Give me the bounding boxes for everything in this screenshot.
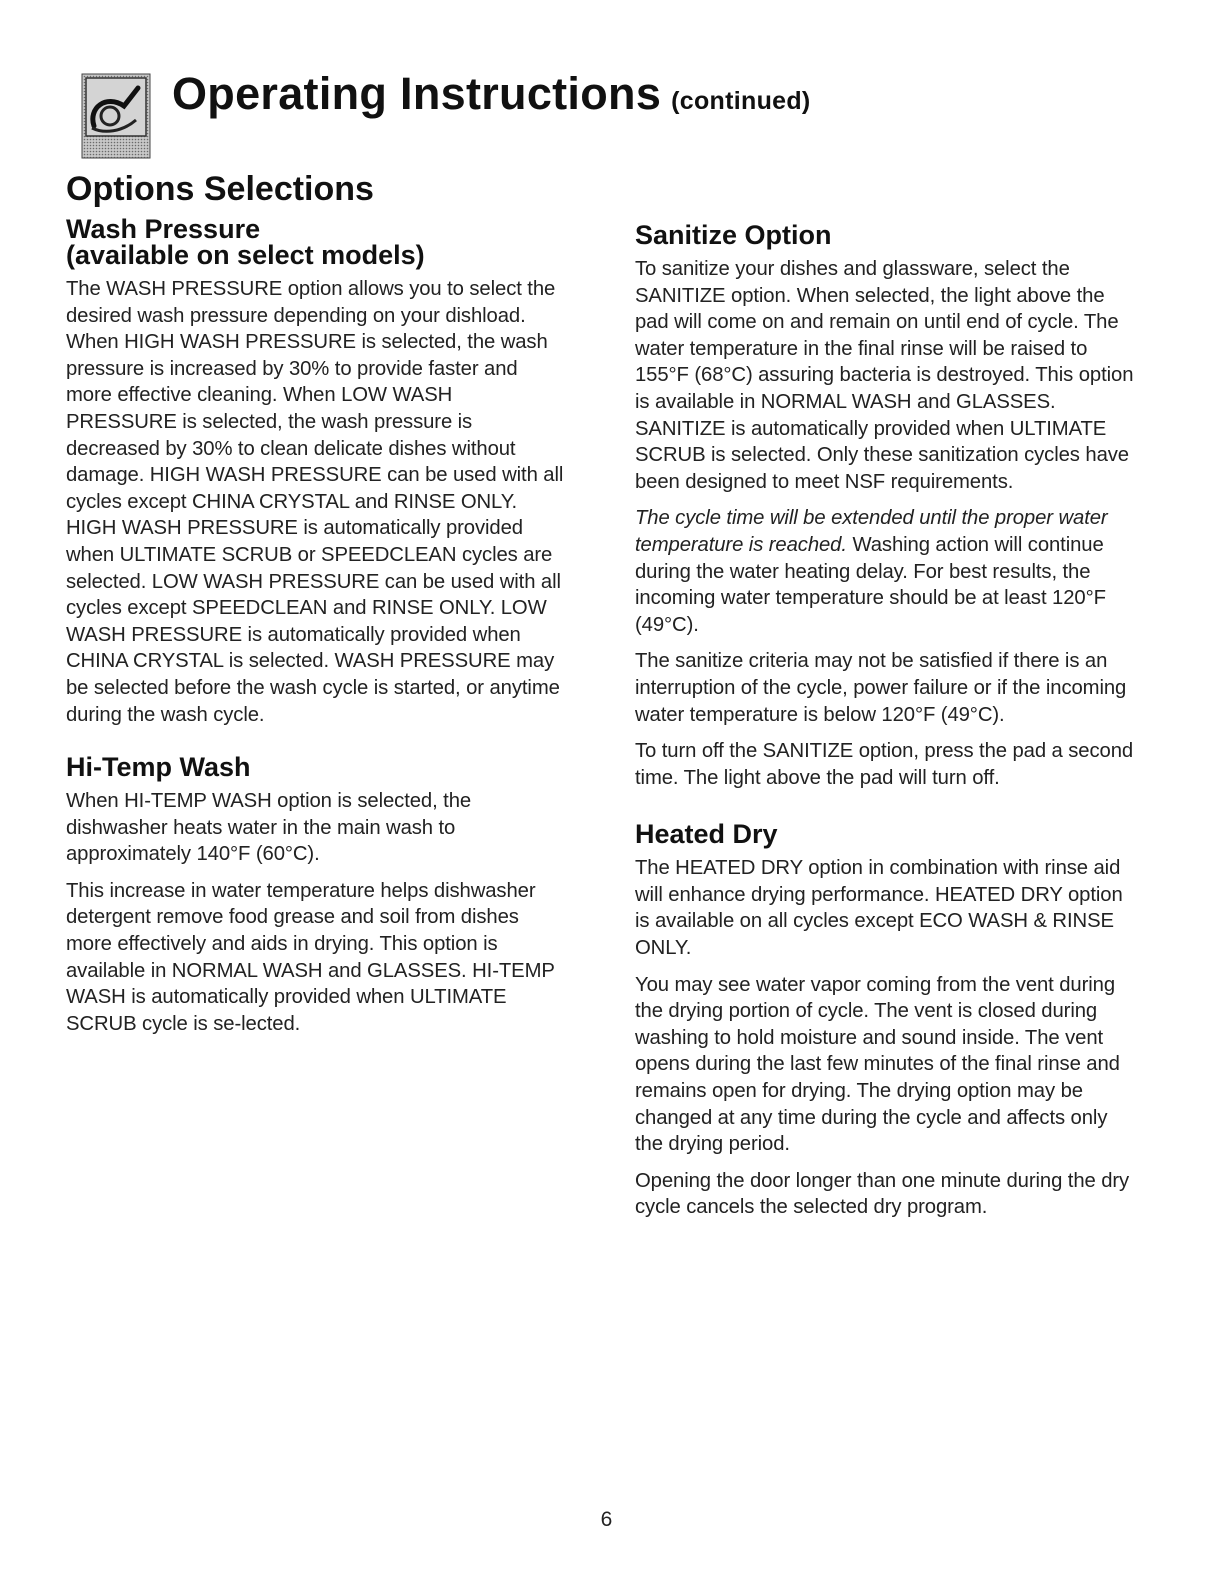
sanitize-italic-note: The cycle time will be extended until the proper water temperature is reached. [635, 507, 1108, 556]
header-title-text: Operating Instructions [172, 68, 662, 119]
heated-dry-paragraph-1: The HEATED DRY option in combination with rinse aid will enhance drying performance. HEATED DRY option is available on all cycles except ECO WASH & RINSE ONLY. [635, 857, 1123, 960]
hi-temp-paragraph-1: When HI-TEMP WASH option is selected, the dishwasher heats water in the main wash to approximately 140°F (60°C). [66, 790, 472, 866]
wash-pressure-heading-line2: (available on select models) [66, 240, 425, 270]
page-title: Options Selections [66, 170, 374, 208]
sanitize-paragraph-2 [635, 505, 1135, 638]
heated-dry-paragraph-3: Opening the door longer than one minute during the dry cycle cancels the selected dry program. [635, 1169, 1130, 1219]
left-column [66, 216, 566, 1047]
page-header [80, 62, 1080, 162]
dishwasher-icon [80, 72, 155, 162]
sanitize-paragraph-2-rest: Washing action will continue during the water heating delay. For best results, the incoming water temperature should be at least 120°F (49°C). [635, 533, 1106, 636]
wash-pressure-heading [66, 216, 566, 268]
heated-dry-heading: Heated Dry [635, 819, 778, 850]
hi-temp-heading: Hi-Temp Wash [66, 752, 251, 783]
heated-dry-paragraph-2: You may see water vapor coming from the vent during the drying portion of cycle. The vent is closed during washing to hold moisture and sound inside. The vent opens during the last few minutes of the final rinse and remains open for drying. The drying option may be changed at any time during the cycle and affects only the drying period. [635, 973, 1120, 1156]
sanitize-paragraph-3: The sanitize criteria may not be satisfied if there is an interruption of the cycle, power failure or if the incoming water temperature is below 120°F (49°C). [635, 650, 1127, 726]
hi-temp-paragraph-2: This increase in water temperature helps dishwasher detergent remove food grease and soil from dishes more effectively and aids in drying. This option is available in NORMAL WASH and GLASSES. HI-TEMP WASH is automatically provided when ULTIMATE SCRUB cycle is se-lected. [66, 879, 555, 1035]
wash-pressure-body: The WASH PRESSURE option allows you to select the desired wash pressure depending on your dishload. When HIGH WASH PRESSURE is selected, the wash pressure is increased by 30% to provide faster and more effective cleaning. When LOW WASH PRESSURE is selected, the wash pressure is decreased by 30% to clean delicate dishes without damage. HIGH WASH PRESSURE can be used with all cycles except CHINA CRYSTAL and RINSE ONLY. HIGH WASH PRESSURE is automatically provided when ULTIMATE SCRUB or SPEEDCLEAN cycles are selected. LOW WASH PRESSURE can be used with all cycles except SPEEDCLEAN and RINSE ONLY. LOW WASH PRESSURE is automatically provided when CHINA CRYSTAL is selected. WASH PRESSURE may be selected before the wash cycle is started, or anytime during the wash cycle. [66, 278, 564, 726]
right-column [635, 222, 1135, 1231]
header-title [172, 68, 811, 120]
sanitize-heading: Sanitize Option [635, 220, 832, 250]
page-number: 6 [600, 1508, 613, 1531]
header-continued: (continued) [671, 87, 811, 115]
wash-pressure-heading-line1: Wash Pressure [66, 214, 261, 244]
sanitize-paragraph-4: To turn off the SANITIZE option, press the pad a second time. The light above the pad will turn off. [635, 740, 1134, 789]
sanitize-paragraph-1: To sanitize your dishes and glassware, select the SANITIZE option. When selected, the light above the pad will come on and remain on until end of cycle. The water temperature in the final rinse will be raised to 155°F (68°C) assuring bacteria is destroyed. This option is available in NORMAL WASH and GLASSES. SANITIZE is automatically provided when ULTIMATE SCRUB is selected. Only these sanitization cycles have been designed to meet NSF requirements. [635, 258, 1134, 493]
